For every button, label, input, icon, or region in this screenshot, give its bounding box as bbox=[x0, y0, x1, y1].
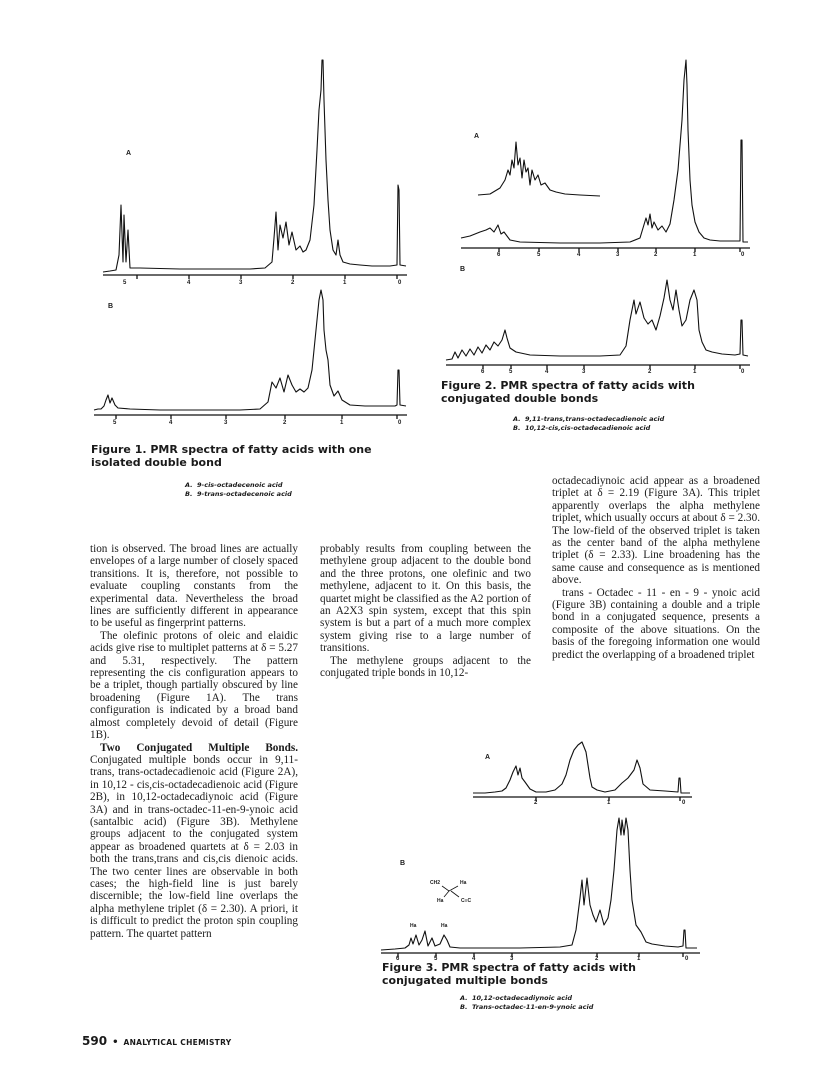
tick-label: 3 bbox=[239, 280, 243, 286]
tick-label: 5 bbox=[509, 369, 513, 375]
page-footer bbox=[82, 1030, 231, 1049]
tick-label: 0 bbox=[685, 956, 689, 962]
tick-label: 0 bbox=[682, 800, 686, 806]
figure-2-panel-a-label: A bbox=[474, 133, 480, 140]
peak-label: Ha bbox=[410, 923, 417, 929]
tick-label: 5 bbox=[113, 420, 117, 426]
figure-3-panel-a-label: A bbox=[485, 754, 491, 761]
legend-item: B. 9-trans-octadecenoic acid bbox=[185, 490, 292, 498]
peak-label: Ha bbox=[441, 923, 448, 929]
figure-1-panel-b-label: B bbox=[108, 303, 114, 310]
tick-label: 0 bbox=[398, 420, 402, 426]
section-heading: Two Conjugated Multiple Bonds. bbox=[100, 741, 298, 754]
tick-label: 4 bbox=[472, 956, 476, 962]
tick-label: 3 bbox=[582, 369, 586, 375]
legend-item: A. 9-cis-octadecenoic acid bbox=[185, 481, 283, 489]
paragraph: probably results from coupling between the methylene group adjacent to the double bond and the three protons, one olefinic and two methylene, adjacent to it. On this basis, the quartet might be classified as the A2 portion of an A2X3 spin system, except that this spin system is but a part of a much more complex system giving rise to a large number of transitions. bbox=[320, 543, 531, 655]
tick-label: 0 bbox=[741, 369, 745, 375]
page-number: 590 bbox=[82, 1034, 108, 1048]
tick-label: 4 bbox=[187, 280, 191, 286]
structure-label: Ha bbox=[460, 880, 467, 886]
figure-3-legend bbox=[460, 994, 700, 1012]
tick-label: 4 bbox=[169, 420, 173, 426]
tick-label: 1 bbox=[343, 280, 347, 286]
legend-item: B. 10,12-cis,cis-octadecadienoic acid bbox=[513, 424, 651, 432]
tick-label: 1 bbox=[607, 800, 611, 806]
tick-label: 5 bbox=[434, 956, 438, 962]
tick-label: 2 bbox=[534, 800, 538, 806]
tick-label: 5 bbox=[537, 252, 541, 258]
paragraph: trans - Octadec - 11 - en - 9 - ynoic acid (Figure 3B) containing a double and a triple bond in a conjugated sequence, presents a composite of the above situations. On the basis of the foregoing information one would predict the overlapping of a broadened triplet bbox=[552, 586, 760, 661]
legend-item: B. Trans-octadec-11-en-9-ynoic acid bbox=[460, 1003, 594, 1011]
tick-label: 2 bbox=[291, 280, 295, 286]
tick-label: 0 bbox=[741, 252, 745, 258]
figure-1-panel-a-label: A bbox=[126, 150, 132, 157]
paragraph: The methylene groups adjacent to the conjugated triple bonds in 10,12- bbox=[320, 654, 531, 680]
tick-label: 6 bbox=[396, 956, 400, 962]
paragraph: Two Conjugated Multiple Bonds. Conjugated multiple bonds occur in 9,11-trans, trans-octadecadienoic acid (Figure 2A), in 10,12 - cis,cis-octadecadienoic acid (Figure 2B), in 10,12-octadecadiynoic acid (Figure 3A) and in trans-octadec-11-en-9-ynoic acid (santalbic acid) (Figure 3B). Methylene groups adjacent to the conjugated system appear as broadened quartets at δ = 2.03 in both the trans,trans and cis,cis dienoic acids. The two center lines are observable in both cases; the high-field line is just barely discernible; the low-field line overlaps the alpha methylene triplet (δ = 2.30). A priori, it is difficult to predict the proton spin coupling pattern. The quartet pattern bbox=[90, 741, 298, 940]
journal-name: ANALYTICAL CHEMISTRY bbox=[123, 1038, 232, 1047]
tick-label: 1 bbox=[693, 369, 697, 375]
structure-label: C≡C bbox=[461, 898, 472, 904]
tick-label: 3 bbox=[510, 956, 514, 962]
figure-1-caption: Figure 1. PMR spectra of fatty acids with one isolated double bond bbox=[91, 443, 372, 469]
bullet-separator: • bbox=[112, 1037, 119, 1048]
figure-3-caption: Figure 3. PMR spectra of fatty acids with conjugated multiple bonds bbox=[382, 961, 636, 987]
tick-label: 1 bbox=[693, 252, 697, 258]
tick-label: 2 bbox=[648, 369, 652, 375]
figure-2-caption: Figure 2. PMR spectra of fatty acids with conjugated double bonds bbox=[441, 379, 695, 405]
tick-label: 5 bbox=[123, 280, 127, 286]
legend-item: A. 10,12-octadecadiynoic acid bbox=[460, 994, 573, 1002]
tick-label: 4 bbox=[545, 369, 549, 375]
tick-label: 0 bbox=[398, 280, 402, 286]
tick-label: 2 bbox=[654, 252, 658, 258]
tick-label: 1 bbox=[637, 956, 641, 962]
figure-2-panel-b-label: B bbox=[460, 266, 466, 273]
paragraph: The olefinic protons of oleic and elaidic acids give rise to multiplet patterns at δ = 5.27 and 5.31, respectively. The pattern representing the cis configuration appears to be a triplet, though partially obscured by line broadening (Figure 1A). The trans configuration is indicated by a broad band almost completely devoid of detail (Figure 1B). bbox=[90, 629, 298, 742]
figure-3-panel-b-label: B bbox=[400, 860, 406, 867]
structure-label: CH2 bbox=[430, 880, 441, 886]
tick-label: 3 bbox=[616, 252, 620, 258]
paragraph: tion is observed. The broad lines are actually envelopes of a large number of closely spaced transitions. It is, therefore, not possible to evaluate coupling constants from the experimental data. Nevertheless the broad lines are sufficiently different in appearance to be useful as fingerprint patterns. bbox=[90, 543, 298, 630]
tick-label: 3 bbox=[224, 420, 228, 426]
paragraph: octadecadiynoic acid appear as a broadened triplet at δ = 2.19 (Figure 3A). This triplet apparently overlaps the alpha methylene triplet, which usually occurs at about δ = 2.30. The low-field of the observed triplet is taken as the center band of the alpha methylene triplet (δ = 2.33). Line broadening has the same cause and consequence as is mentioned above. bbox=[552, 475, 760, 587]
legend-item: A. 9,11-trans,trans-octadecadienoic acid bbox=[513, 415, 665, 423]
structure-label: Ha bbox=[437, 898, 444, 904]
tick-label: 4 bbox=[577, 252, 581, 258]
tick-label: 2 bbox=[595, 956, 599, 962]
tick-label: 2 bbox=[283, 420, 287, 426]
tick-label: 6 bbox=[481, 369, 485, 375]
tick-label: 1 bbox=[340, 420, 344, 426]
tick-label: 6 bbox=[497, 252, 501, 258]
